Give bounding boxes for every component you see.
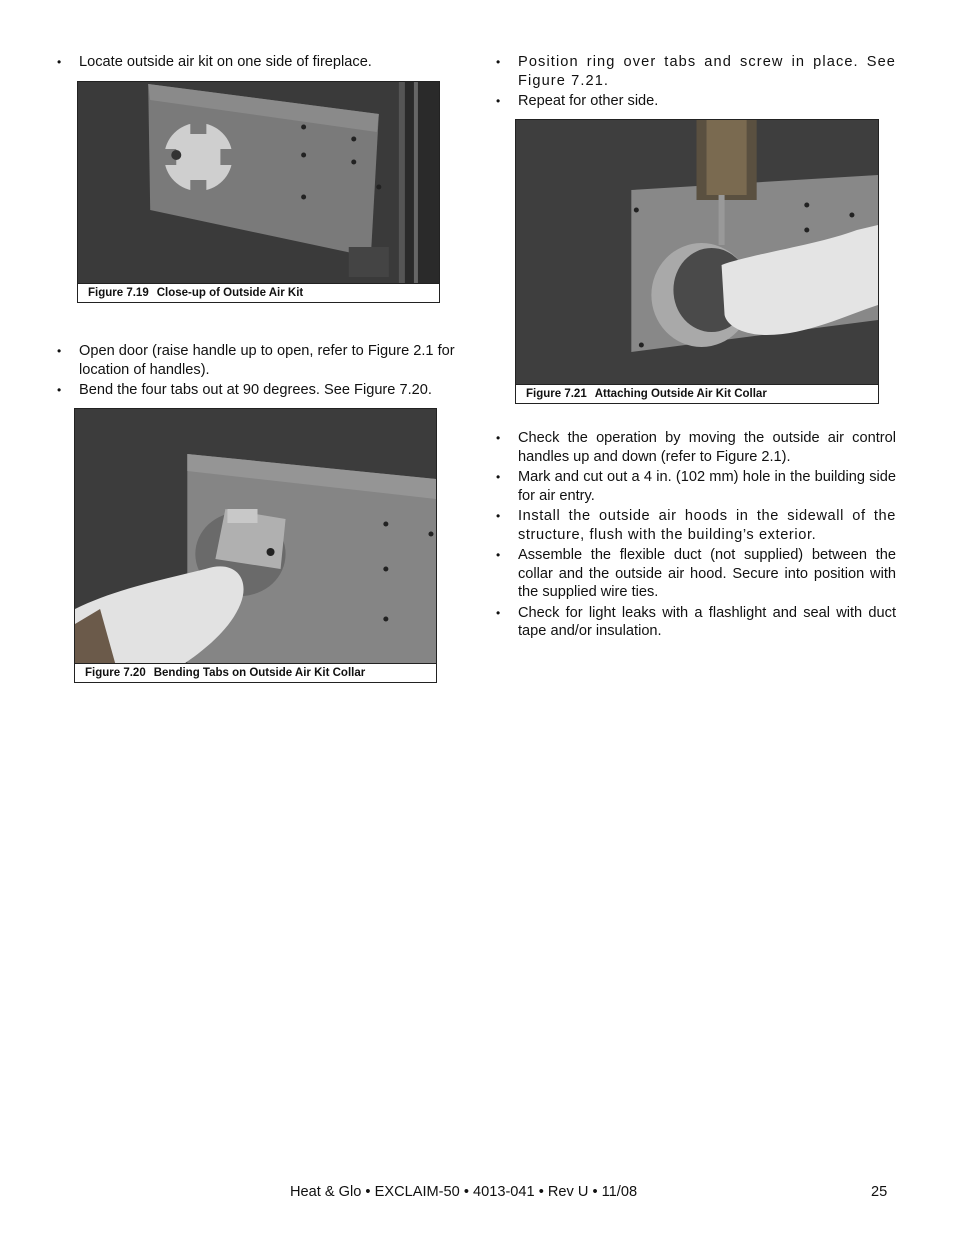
left-bullets-1 [55, 53, 460, 74]
bullet-item: • Locate outside air kit on one side of fireplace. [55, 53, 460, 72]
figure-number: Figure 7.20 [85, 667, 146, 679]
figure-7-20 [74, 408, 437, 683]
bullet-item: • Bend the four tabs out at 90 degrees. See Figure 7.20. [55, 381, 460, 400]
bullet-item: • Repeat for other side. [494, 92, 896, 111]
bending-tabs-photo [75, 409, 436, 663]
right-bullets-1 [494, 53, 896, 113]
figure-number: Figure 7.21 [526, 388, 587, 400]
bullet-item: • Assemble the flexible duct (not supplied) between the collar and the outside air hood. Secure into position with the supplied wire ties. [494, 546, 896, 602]
figure-title: Bending Tabs on Outside Air Kit Collar [153, 667, 366, 679]
attaching-collar-photo [516, 120, 878, 384]
left-bullets-2 [55, 342, 460, 402]
outside-air-kit-photo [78, 82, 439, 283]
bullet-item: • Open door (raise handle up to open, refer to Figure 2.1 for location of handles). [55, 342, 460, 379]
right-bullets-2 [494, 429, 896, 643]
bullet-item: • Install the outside air hoods in the sidewall of the structure, flush with the building’s exterior. [494, 507, 896, 544]
figure-title: Attaching Outside Air Kit Collar [594, 388, 767, 400]
figure-7-19 [77, 81, 440, 303]
figure-number: Figure 7.19 [88, 287, 149, 299]
figure-caption [75, 663, 436, 682]
figure-caption [516, 384, 878, 403]
page-number: 25 [871, 1184, 888, 1200]
figure-7-21 [515, 119, 879, 404]
bullet-item: • Check the operation by moving the outside air control handles up and down (refer to Figure 2.1). [494, 429, 896, 466]
bullet-item: • Check for light leaks with a flashlight and seal with duct tape and/or insulation. [494, 604, 896, 641]
figure-caption [78, 283, 439, 302]
bullet-item: • Position ring over tabs and screw in place. See Figure 7.21. [494, 53, 896, 90]
footer-text: Heat & Glo • EXCLAIM-50 • 4013-041 • Rev U • 11/08 [290, 1184, 638, 1200]
figure-title: Close-up of Outside Air Kit [156, 287, 304, 299]
bullet-item: • Mark and cut out a 4 in. (102 mm) hole in the building side for air entry. [494, 468, 896, 505]
